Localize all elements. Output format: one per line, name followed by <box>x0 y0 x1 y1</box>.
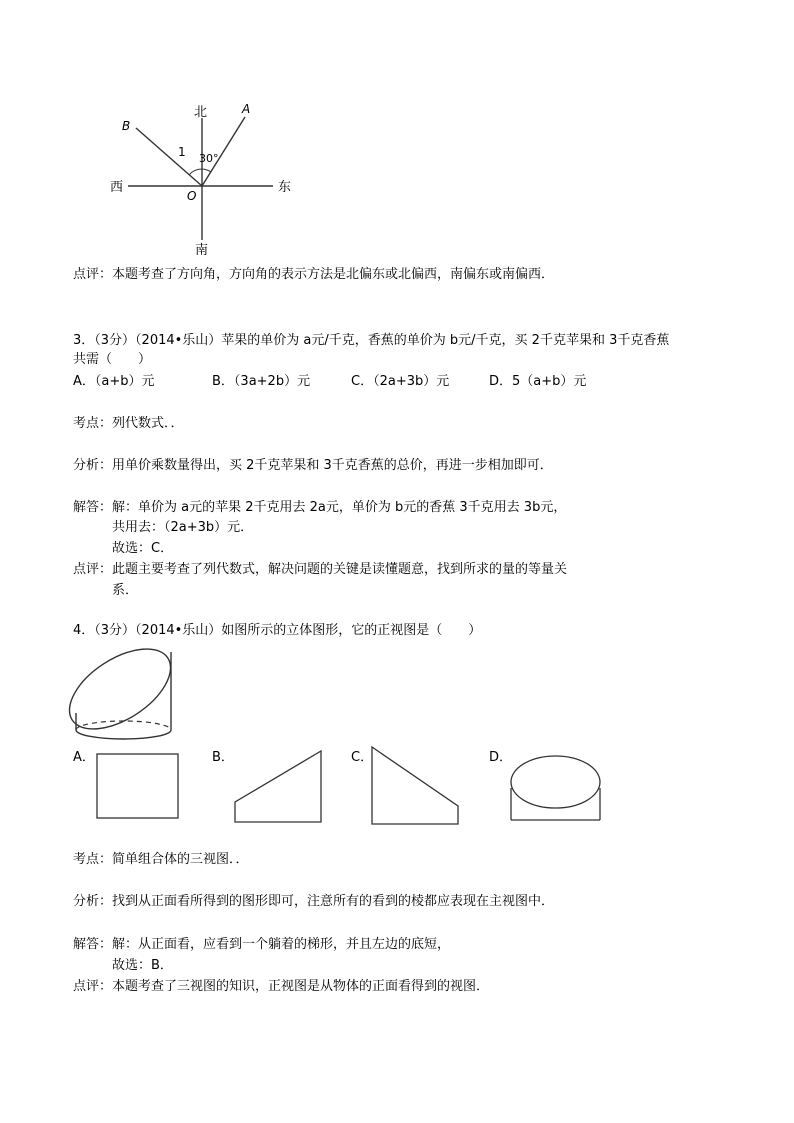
label-point-a: A <box>242 102 251 116</box>
option-d-ellipse <box>511 756 600 808</box>
label-origin: O <box>187 189 197 203</box>
label-angle-1: 1 <box>178 145 186 159</box>
q4-option-c-label: C． <box>351 750 374 765</box>
q3-kaodian: 考点：列代数式．． <box>73 416 184 431</box>
q4-kaodian: 考点：简单组合体的三视图．． <box>73 852 249 867</box>
option-a-rectangle <box>97 754 178 818</box>
q4-jieda-line1: 解答：解：从正面看，应看到一个躺着的梯形，并且左边的底短， <box>73 937 451 952</box>
q3-stem-line1: 3．（3分）（2014•乐山）苹果的单价为 a元/千克，香蕉的单价为 b元/千克，买 2千克苹果和 3千克香蕉 <box>73 333 670 348</box>
q3-jieda-line2: 共用去：（2a+3b）元． <box>112 520 254 535</box>
label-point-b: B <box>122 119 131 133</box>
q2-comment: 点评：本题考查了方向角，方向角的表示方法是北偏东或北偏西，南偏东或南偏西． <box>73 267 555 282</box>
q3-jieda-line3: 故选：C． <box>112 541 174 556</box>
q3-option-b: B．（3a+2b）元 <box>212 374 311 389</box>
q3-fenxi: 分析：用单价乘数量得出，买 2千克苹果和 3千克香蕉的总价，再进一步相加即可． <box>73 458 553 473</box>
q3-stem-line2: 共需（ ） <box>73 352 152 367</box>
label-west: 西 <box>110 180 124 195</box>
q3-dianping-line1: 点评：此题主要考查了列代数式，解决问题的关键是读懂题意，找到所求的量的等量关 <box>73 562 568 577</box>
q3-dianping-line2: 系． <box>112 583 139 598</box>
label-south: 南 <box>195 243 209 258</box>
option-c-trapezoid <box>372 747 458 824</box>
q4-option-a-label: A． <box>73 750 95 765</box>
label-north: 北 <box>194 105 208 120</box>
q3-jieda-line1: 解答：解：单价为 a元的苹果 2千克用去 2a元，单价为 b元的香蕉 3千克用去 3b元， <box>73 500 567 515</box>
label-east: 东 <box>278 180 292 195</box>
q3-option-a: A．（a+b）元 <box>73 374 155 389</box>
q4-fenxi: 分析：找到从正面看所得到的图形即可，注意所有的看到的棱都应表现在主视图中． <box>73 894 555 909</box>
q4-option-b-label: B． <box>212 750 234 765</box>
q3-option-c: C．（2a+3b）元 <box>351 374 450 389</box>
q3-option-d: D．5（a+b）元 <box>489 374 587 389</box>
option-b-trapezoid <box>235 751 321 822</box>
q4-dianping: 点评：本题考查了三视图的知识，正视图是从物体的正面看得到的视图． <box>73 979 490 994</box>
q4-option-d-label: D． <box>489 750 513 765</box>
label-angle-30: 30° <box>199 152 219 165</box>
q4-stem: 4．（3分）（2014•乐山）如图所示的立体图形，它的正视图是（ ） <box>73 623 482 638</box>
q4-jieda-line2: 故选：B． <box>112 958 173 973</box>
